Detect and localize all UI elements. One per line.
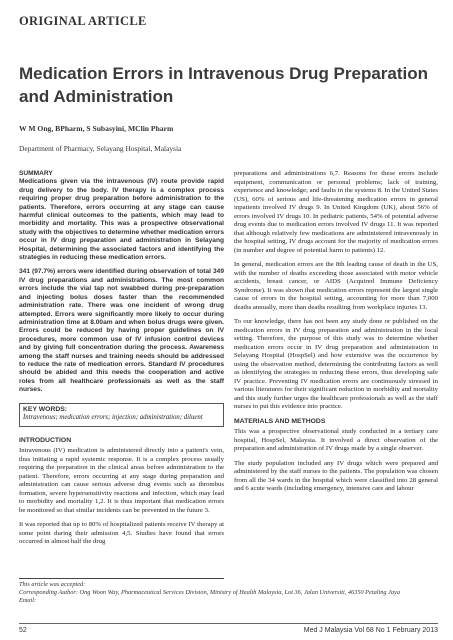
footer-divider [19,623,438,624]
article-title: Medication Errors in Intravenous Drug Preparation and Administration [19,64,429,106]
summary-paragraph-2: 341 (97.7%) errors were identified during observation of total 349 IV drug preparations and administrations. The most common errors include the vial tap not swabbed during pre-preparation and injecting bolus doses faster than the recommended administration rate. There was one incident of wrong drug attempted. Errors were significantly more likely to occur during administration time at 8.00am and when bolus drugs were given. Errors could be reduced by having proper guidelines on IV procedures, more common use of IV infusion control devices and by giving full concentration during the process. Awareness among the staff nurses and training needs should be addressed to reduce the rate of medication errors. Standard IV procedures should be abided and this needs the cooperation and active roles from all healthcare professionals as well as the staff nurses. [19,268,224,394]
keywords-text: Intravenous; medication errors; injection; administration; diluent [23,414,203,422]
methods-heading: MATERIALS AND METHODS [234,417,326,425]
footnote-accepted: This article was accepted: [19,581,86,588]
journal-citation: Med J Malaysia Vol 68 No 1 February 2013 [303,627,438,634]
body-paragraph-3: To our knowledge, there has not been any study done or published on the medication errors in IV drug preparation and administration in the local setting. Therefore, the purpose of this study was to determine whether medication errors occur in IV drug preparation and administration in Selayang Hospital (HospSel) and how extensive was the occurrence by using the observation method, determining the contributing factors as well as identifying the strategies in reducing these errors, thus developing safe IV practice. Preventing IV medication errors are continuously stressed in various literatures for their significant reduction in morbidity and mortality and this study further urges the healthcare professionals as well as the staff nurses to put this evidence into practice. [234,318,438,410]
section-header: ORIGINAL ARTICLE [19,14,147,28]
affiliation: Department of Pharmacy, Selayang Hospital, Malaysia [19,144,182,153]
methods-paragraph-2: The study population included any IV drugs which were prepared and administered by the staff nurses to the patients. The population was chosen from all the 34 wards in the hospital which were classified into 28 general and 6 acute wards (including emergency, intensive care and labour [234,459,438,492]
introduction-heading: INTRODUCTION [19,436,72,444]
introduction-paragraph-1: Intravenous (IV) medication is administered directly into a patient's vein, thus initiating a rapid systemic response. It is a complex process usually requiring the preparation in the clinical areas before administration to the patient. Therefore, errors occurring at any stage during preparation and administration can cause serious adverse drug events such as thrombus formation, severe hypersensitivity reactions and infection, which may lead to morbidity and mortality 1,2. It is thus important that medication errors be monitored so that similar incidents can be prevented in the future 3. [19,447,224,514]
keywords-label: KEY WORDS: [23,405,68,413]
summary-heading: SUMMARY [19,170,53,177]
summary-paragraph-1: Medications given via the intravenous (IV) route provide rapid drug delivery to the body. IV therapy is a complex process requiring proper drug preparation before administration to the patients. Therefore, errors occurring at any stage can cause harmful clinical outcomes to the patients, which may lead to morbidity and mortality. This was a prospective observational study with the objectives to determine whether medication errors occur in IV drug preparation and administration in Selayang Hospital, determining the associated factors and identifying the strategies in reducing these medication errors. [19,178,224,262]
page-number: 52 [19,627,27,634]
authors: W M Ong, BPharm, S Subasyini, MClin Pharm [19,124,174,133]
left-column [19,170,224,553]
footnote-corresponding-author: Corresponding Author: Ong Woon Way, Pharmaceutical Services Division, Ministry of Health Malaysia, Lot 36, Jalan Universiti, 46350 Petaling Jaya [19,589,400,596]
methods-paragraph-1: This was a prospective observational study conducted in a tertiary care hospital, HospSel, Malaysia. It involved a direct observation of the preparation and administration of IV drugs made by a single observer. [234,428,438,452]
footnote-divider [19,578,224,579]
introduction-paragraph-2: It was reported that up to 80% of hospitalized patients receive IV therapy at some point during their admission 4,5. Studies have found that errors occurred in almost half the drug [19,521,224,546]
body-paragraph-1: preparations and administrations 6,7. Reasons for these errors include equipment, communication or personal problems; lack of training, experience and knowledge; and faults in the systems 8. In the United States (US), 60% of serious and life-threatening medication errors in general inpatients involved IV drugs 9. In United Kingdom (UK), about 56% of errors involved IV drugs 10. In pediatric patients, 54% of potential adverse drug events due to medication errors involved IV drugs 11. It was reported that although relatively few medications are administered intravenously in the hospital setting, IV drugs account for the majority of medication errors (in number and degree of potential harm to patients) 12. [234,170,438,254]
footnote [19,581,439,605]
footnote-email: Email: [19,597,37,604]
right-column [234,170,438,500]
keywords-box [19,403,224,427]
body-paragraph-2: In general, medication errors are the 8th leading cause of death in the US, with the number of deaths exceeding those associated with motor vehicle accidents, breast cancer, or AIDS (Acquired Immune Deficiency Syndrome). It was shown that medication errors represent the largest single cause of errors in the hospital setting, accounting for more than 7,000 deaths annually, more than deaths resulting from workplace injuries 13. [234,261,438,311]
